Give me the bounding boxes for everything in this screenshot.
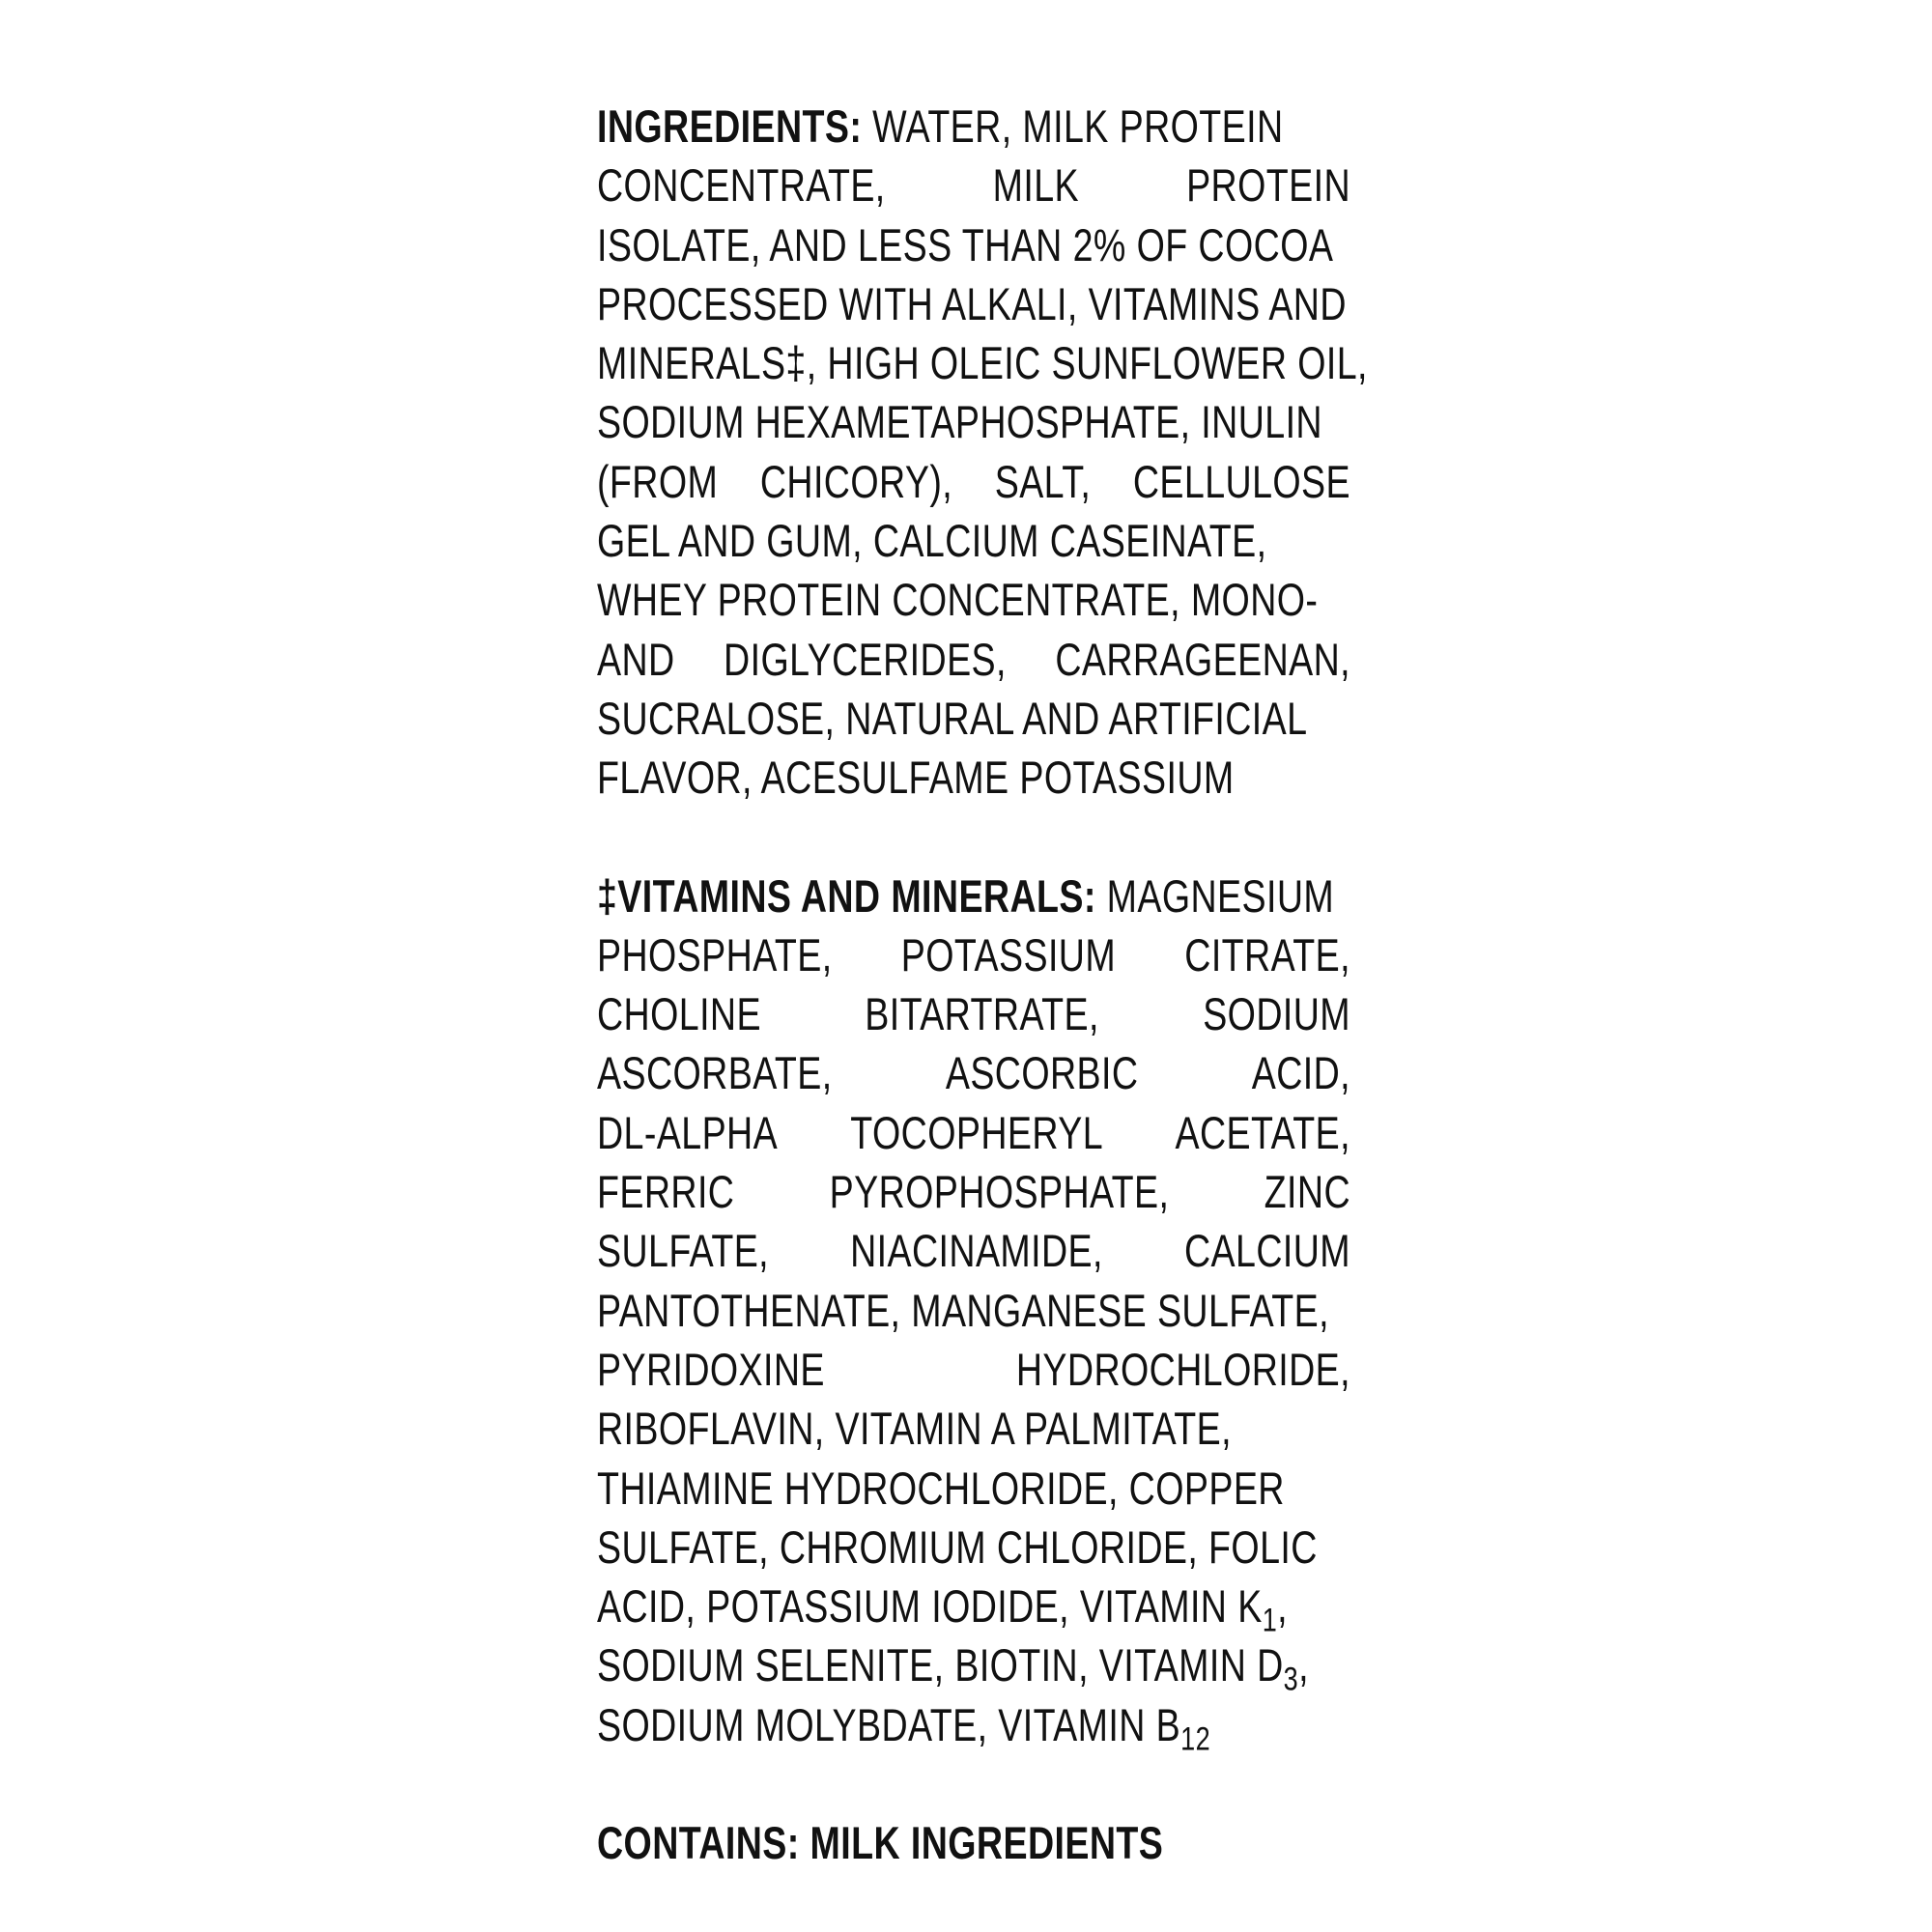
vitamins-line-9: PYRIDOXINE HYDROCHLORIDE, [597,1343,1350,1395]
vitamins-line-15-text: SODIUM MOLYBDATE, VITAMIN B [597,1698,1181,1750]
ingredients-line-2: CONCENTRATE, MILK PROTEIN [597,159,1350,212]
ingredients-line-3: ISOLATE, AND LESS THAN 2% OF COCOA [597,218,1334,270]
vitamins-line-13 [597,1577,1350,1639]
ingredients-line-8: GEL AND GUM, CALCIUM CASEINATE, [597,515,1267,567]
ingredients-line-1 [597,97,1350,156]
vitamins-line-5: DL-ALPHA TOCOPHERYL ACETATE, [597,1106,1350,1158]
vitamins-line-11: THIAMINE HYDROCHLORIDE, COPPER [597,1462,1285,1514]
ingredients-line-5: MINERALS‡, HIGH OLEIC SUNFLOWER OIL, [597,337,1368,389]
vitamins-line-12: SULFATE, CHROMIUM CHLORIDE, FOLIC [597,1520,1318,1573]
ingredients-line-7: (FROM CHICORY), SALT, CELLULOSE [597,455,1350,507]
vitamin-d-subscript: 3 [1283,1661,1299,1698]
ingredients-line-11: SUCRALOSE, NATURAL AND ARTIFICIAL [597,692,1308,744]
vitamins-line-13-text: ACID, POTASSIUM IODIDE, VITAMIN K [597,1580,1263,1633]
vitamins-heading: ‡VITAMINS AND MINERALS: [597,869,1096,922]
vitamins-line-14-text: SODIUM SELENITE, BIOTIN, VITAMIN D [597,1639,1284,1691]
ingredients-line-9: WHEY PROTEIN CONCENTRATE, MONO- [597,574,1319,626]
vitamin-d-trailing: , [1298,1639,1309,1691]
vitamins-line-4: ASCORBATE, ASCORBIC ACID, [597,1047,1350,1099]
ingredients-line-4: PROCESSED WITH ALKALI, VITAMINS AND [597,277,1347,329]
vitamin-k-trailing: , [1277,1580,1288,1633]
contains-section [597,1813,1350,1872]
contains-statement: CONTAINS: MILK INGREDIENTS [597,1817,1164,1869]
ingredient-label-panel [597,97,1368,1872]
vitamins-line-2: PHOSPHATE, POTASSIUM CITRATE, [597,928,1350,980]
vitamin-b-subscript: 12 [1180,1720,1211,1758]
ingredients-line-6: SODIUM HEXAMETAPHOSPHATE, INULIN [597,396,1322,448]
vitamins-line-14 [597,1635,1350,1698]
vitamins-line-6: FERRIC PYROPHOSPHATE, ZINC [597,1166,1350,1218]
vitamins-line-10: RIBOFLAVIN, VITAMIN A PALMITATE, [597,1403,1232,1455]
ingredients-line-10: AND DIGLYCERIDES, CARRAGEENAN, [597,633,1350,685]
vitamins-line-7: SULFATE, NIACINAMIDE, CALCIUM [597,1225,1350,1277]
ingredients-heading: INGREDIENTS: [597,100,863,152]
vitamins-line-1-text: MAGNESIUM [1095,869,1335,922]
vitamins-line-3: CHOLINE BITARTRATE, SODIUM [597,988,1350,1040]
vitamins-line-8: PANTOTHENATE, MANGANESE SULFATE, [597,1284,1329,1336]
ingredients-line-12: FLAVOR, ACESULFAME POTASSIUM [597,752,1235,804]
ingredients-section [597,97,1368,808]
vitamins-line-15 [597,1695,1350,1758]
ingredients-line-1-text: WATER, MILK PROTEIN [862,100,1284,152]
vitamin-k-subscript: 1 [1262,1602,1278,1639]
vitamins-line-1 [597,867,1350,925]
vitamins-minerals-section [597,867,1350,1758]
